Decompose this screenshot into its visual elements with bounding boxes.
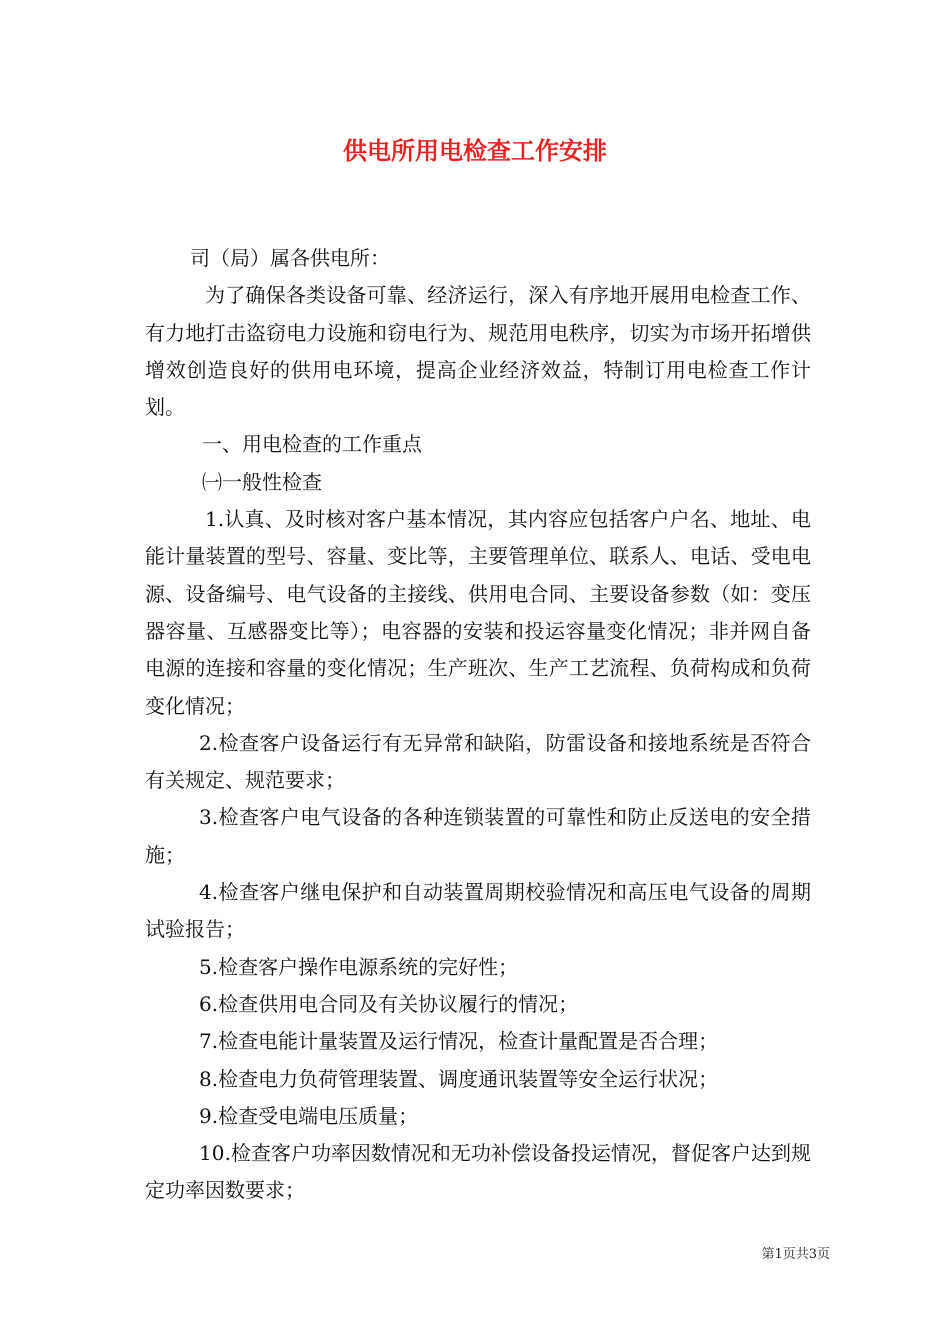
list-item: 4.检查客户继电保护和自动装置周期校验情况和高压电气设备的周期试验报告； <box>145 880 811 942</box>
list-item: 3.检查客户电气设备的各种连锁装置的可靠性和防止反送电的安全措施； <box>145 805 811 867</box>
section-heading: 一、用电检查的工作重点 <box>202 432 422 457</box>
intro-paragraph: 为了确保各类设备可靠、经济运行，深入有序地开展用电检查工作、有力地打击盗窃电力设施和窃电行为、规范用电秩序，切实为市场开拓增供增效创造良好的供用电环境，提高企业经济效益，特制订用电检查工作计划。 <box>145 283 811 420</box>
list-item: 8.检查电力负荷管理装置、调度通讯装置等安全运行状况； <box>199 1066 719 1091</box>
list-item: 2.检查客户设备运行有无异常和缺陷，防雷设备和接地系统是否符合有关规定、规范要求； <box>145 730 811 793</box>
document-title: 供电所用电检查工作安排 <box>343 136 607 165</box>
list-item: 7.检查电能计量装置及运行情况，检查计量配置是否合理； <box>199 1029 719 1054</box>
salutation: 司（局）属各供电所： <box>190 246 390 270</box>
list-item: 5.检查客户操作电源系统的完好性； <box>199 954 519 979</box>
page-number: 第1页共3页 <box>761 1247 830 1262</box>
list-item: 10.检查客户功率因数情况和无功补偿设备投运情况，督促客户达到规定功率因数要求； <box>145 1141 811 1203</box>
document-body <box>145 240 811 1210</box>
list-item: 1.认真、及时核对客户基本情况，其内容应包括客户户名、地址、电能计量装置的型号、容量、变比等，主要管理单位、联系人、电话、受电电源、设备编号、电气设备的主接线、供用电合同、主要设备参数（如：变压器容量、互感器变比等）；电容器的安装和投运容量变化情况；非并网自备电源的连接和容量的变化情况；生产班次、生产工艺流程、负荷构成和负荷变化情况； <box>145 507 811 718</box>
subsection-heading: ㈠一般性检查 <box>202 469 322 494</box>
list-item: 6.检查供用电合同及有关协议履行的情况； <box>199 991 579 1016</box>
list-item: 9.检查受电端电压质量； <box>199 1103 419 1128</box>
